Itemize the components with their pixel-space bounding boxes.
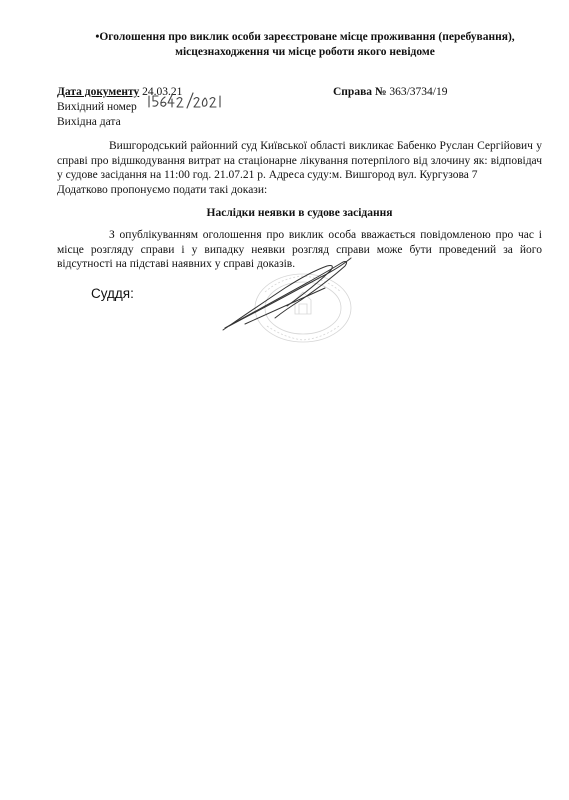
- summons-paragraph: Вишгородський районний суд Київської області викликає Бабенко Руслан Сергійович у справі про відшкодування витрат на стаціонарне лікування потерпілого від злочину як: відповідач у судове засідання на 11:00 год. 21.07.21 р. Адреса суду:м. Вишгород вул. Кургузова 7: [57, 140, 542, 181]
- case-value: 363/3734/19: [386, 86, 448, 98]
- document-title: [60, 30, 550, 60]
- title-line-2: місцезнаходження чи місце роботи якого невідоме: [175, 46, 435, 58]
- consequences-heading: Наслідки неявки в судове засідання: [206, 207, 393, 219]
- case-number: [333, 85, 447, 100]
- outgoing-number-label: Вихідний номер: [57, 101, 137, 113]
- date-value: 24.03.21: [139, 86, 183, 98]
- title-bullet: •: [95, 31, 100, 43]
- date-label: Дата документу: [57, 86, 140, 98]
- handwritten-outgoing-number: [145, 90, 225, 112]
- outgoing-date-label: Вихідна дата: [57, 116, 121, 128]
- judge-signature-icon: [215, 248, 395, 338]
- outgoing-date-row: [57, 115, 182, 130]
- evidence-line: Додатково пропонуємо подати такі докази:: [57, 183, 268, 196]
- case-label: Справа №: [333, 86, 387, 98]
- notice-paragraph: З опублікуванням оголошення про виклик особа вважається повідомленою про час і місце розгляду справи і у випадку неявки розгляд справи може бути проведений за його відсутності на підставі наявних у справі доказів.: [57, 229, 542, 270]
- judge-label: Суддя:: [91, 286, 134, 301]
- title-line-1: Оголошення про виклик особи зареєстроване місце проживання (перебування),: [99, 31, 515, 43]
- summons-body: [57, 139, 542, 197]
